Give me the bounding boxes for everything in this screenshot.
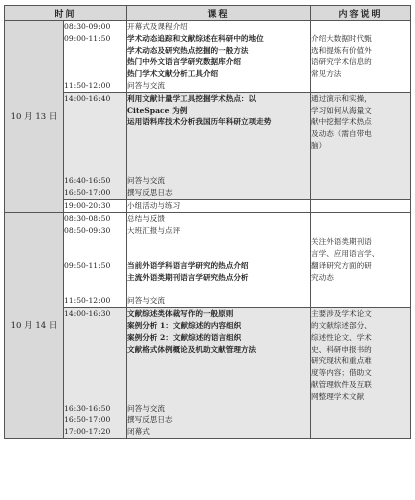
header-time: 时间 [5, 6, 127, 21]
note-line: 究动态 [311, 272, 334, 282]
note-line: 选和提炼有价值外 [311, 45, 372, 55]
note-line: 的文献综述部分、 [311, 320, 372, 330]
course-item: 小组活动与练习 [127, 200, 181, 210]
time-slot: 17:00-17:20 [64, 427, 111, 437]
time-slot: 16:30-16:50 [64, 403, 111, 413]
note-line: 介绍大数据时代甄 [311, 33, 372, 43]
course-cell [127, 308, 311, 439]
time-slot: 14:00-16:40 [64, 93, 111, 103]
course-item: 问答与交流 [127, 403, 165, 413]
course-item: 问答与交流 [127, 80, 165, 90]
date-cell-day1: 10 月 13 日 [5, 21, 64, 213]
course-item: 撰写反思日志 [127, 188, 173, 198]
day1-evening-row [5, 199, 411, 212]
time-slot: 11:50-12:00 [64, 296, 111, 306]
note-line: 关注外语类期刊语 [311, 237, 372, 247]
course-item: 热门中外文语言学研究数据库介绍 [127, 57, 241, 67]
time-slot: 16:40-16:50 [64, 176, 111, 186]
note-line: 学习如何从海量文 [311, 105, 372, 115]
time-slot: 08:30-08:50 [64, 213, 111, 223]
course-item: 问答与交流 [127, 296, 165, 306]
note-line: 脑） [311, 140, 327, 150]
course-item: CiteSpace 为例 [127, 105, 188, 115]
day2-morning-row [5, 212, 411, 307]
course-item: 文献综述类体裁写作的一般原则 [127, 309, 234, 319]
time-cell [64, 212, 127, 307]
time-cell [64, 92, 127, 199]
course-item: 案例分析 1：文献综述的内容组织 [127, 320, 242, 330]
note-line: 通过演示和实操， [311, 93, 372, 103]
header-course: 课程 [127, 6, 311, 21]
time-cell [64, 199, 127, 212]
course-item: 学术动态及研究热点挖掘的一般方法 [127, 45, 249, 55]
time-slot: 11:50-12:00 [64, 80, 111, 90]
course-item: 总结与反馈 [127, 213, 165, 223]
note-line: 献中挖掘学术热点 [311, 117, 372, 127]
time-slot: 09:50-11:50 [64, 260, 111, 270]
day1-afternoon-row [5, 92, 411, 199]
note-line: 度等内容；借助文 [311, 368, 372, 378]
note-cell [311, 308, 411, 439]
course-cell [127, 199, 311, 212]
time-slot: 08:50-09:30 [64, 225, 111, 235]
note-cell [311, 212, 411, 307]
course-item: 当前外语学科语言学研究的热点介绍 [127, 260, 249, 270]
course-item: 学术动态追踪和文献综述在科研中的地位 [127, 33, 264, 43]
course-item: 主流外语类期刊语言学研究热点分析 [127, 272, 249, 282]
note-line: 翻译研究方面的研 [311, 260, 372, 270]
course-item: 问答与交流 [127, 176, 165, 186]
course-item: 案例分析 2：文献综述的语言组织 [127, 332, 242, 342]
course-item: 撰写反思日志 [127, 415, 173, 425]
note-line: 网整理学术文献 [311, 391, 365, 401]
course-cell [127, 212, 311, 307]
schedule-table [4, 5, 411, 439]
note-line: 综述性论文、学术 [311, 332, 372, 342]
note-cell [311, 92, 411, 199]
header-notes: 内容说明 [311, 6, 411, 21]
time-slot: 16:50-17:00 [64, 188, 111, 198]
course-item: 热门学术文献分析工具介绍 [127, 69, 219, 79]
time-slot: 09:00-11:50 [64, 33, 111, 43]
note-line: 献管理软件及互联 [311, 379, 372, 389]
time-cell [64, 308, 127, 439]
course-cell [127, 92, 311, 199]
course-item: 利用文献计量学工具挖掘学术热点：以 [127, 93, 257, 103]
course-item: 运用语料库技术分析我国历年科研立项走势 [127, 117, 272, 127]
time-cell [64, 21, 127, 93]
header-row [5, 6, 411, 21]
note-line: 研究现状和重点难 [311, 356, 372, 366]
note-line: 语研究学术信息的 [311, 57, 372, 67]
course-item: 开幕式及课程介绍 [127, 22, 188, 31]
time-slot: 14:00-16:30 [64, 309, 111, 319]
note-cell [311, 199, 411, 212]
date-cell-day2: 10 月 14 日 [5, 212, 64, 438]
note-line: 主要涉及学术论文 [311, 309, 372, 319]
course-item: 文献格式体例概论及机助文献管理方法 [127, 344, 257, 354]
time-slot: 16:50-17:00 [64, 415, 111, 425]
time-slot: 19:00-20:30 [64, 200, 111, 210]
note-line: 史、科研申报书的 [311, 344, 372, 354]
note-line: 及动态（需自带电 [311, 129, 372, 139]
course-item: 闭幕式 [127, 427, 150, 437]
day2-afternoon-row [5, 308, 411, 439]
time-slot: 08:30-09:00 [64, 22, 111, 31]
day1-morning-row [5, 21, 411, 93]
note-line: 言学、应用语言学、 [311, 249, 380, 259]
note-line: 常见方法 [311, 69, 342, 79]
note-cell [311, 21, 411, 93]
course-item: 大班汇报与点评 [127, 225, 181, 235]
course-cell [127, 21, 311, 93]
